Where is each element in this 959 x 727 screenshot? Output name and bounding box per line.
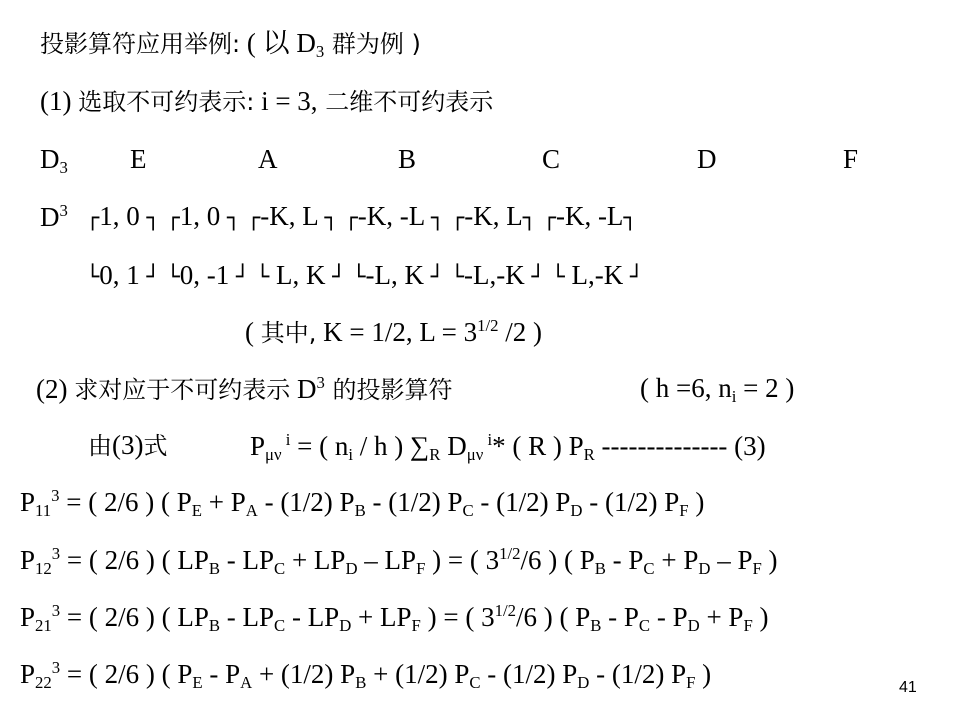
formula-p: P xyxy=(250,431,266,462)
bracket-tl: ┌ xyxy=(450,206,465,231)
formula-cjk2: 式 xyxy=(143,432,168,460)
bracket-tl: ┌ xyxy=(247,206,261,231)
note-sup: 1/2 xyxy=(477,316,499,335)
eq-lhs: P xyxy=(20,545,36,576)
projection-formula xyxy=(250,432,766,464)
eq-lhs-sup: 3 xyxy=(51,658,61,677)
bracket-br: ┘ xyxy=(332,265,346,290)
bracket-tr: ┐ xyxy=(522,206,536,231)
note-open: ( xyxy=(245,317,261,348)
group-element-f: F xyxy=(843,144,859,174)
superscript: 1/2 xyxy=(494,601,516,620)
matrix-c-top: -K, -L xyxy=(357,201,425,231)
subscript: B xyxy=(355,673,367,693)
matrix-top-row xyxy=(86,203,637,230)
bracket-br: ┘ xyxy=(430,265,444,290)
matrix-a-top: 1, 0 xyxy=(179,201,221,231)
subscript: F xyxy=(752,559,762,579)
group-element-a: A xyxy=(258,144,278,174)
subscript: E xyxy=(192,673,203,693)
matrix-d-bottom: -L,-K xyxy=(463,260,525,290)
subscript: F xyxy=(411,616,421,636)
bracket-bl: └ xyxy=(551,265,565,290)
formula-dashes: -------------- (3) xyxy=(594,431,766,462)
step1-line xyxy=(40,88,493,115)
bracket-tl: ┌ xyxy=(344,206,358,231)
note-text: K = 1/2, L = 3 xyxy=(316,317,478,348)
group-element-c: C xyxy=(542,144,561,174)
group-element-d: D xyxy=(697,144,717,174)
eq-lhs-sup: 3 xyxy=(51,486,60,505)
formula-sub-mn2: μν xyxy=(466,445,484,465)
step1-eq: i = 3, xyxy=(254,86,318,116)
step1-cjk: 选取不可约表示: xyxy=(78,88,255,116)
bracket-bl: └ xyxy=(450,265,464,290)
bracket-tr: ┐ xyxy=(324,206,338,231)
subscript: F xyxy=(416,559,426,579)
group-label-d: D xyxy=(40,144,60,174)
bracket-tl: ┌ xyxy=(86,206,100,231)
formula-ref xyxy=(88,432,167,459)
subscript: B xyxy=(208,559,221,579)
matrix-a-bottom: 0, -1 xyxy=(179,260,230,290)
eq-rhs: = ( 2/6 ) ( $P_E + P_A - (1/2)$ $P_B - (1/2)$ $P_C - (1/2)$ $P_D - (1/2)$ $P_F$ ) xyxy=(59,487,705,521)
matrix-f-top: -K, -L xyxy=(555,201,624,231)
eq-rhs: = ( 2/6 ) ( $P_E - P_A + (1/2) P_B + (1/2)$ $P_C - (1/2)$ $P_D - (1/2)$ $P_F$ ) xyxy=(60,659,712,693)
subscript: C xyxy=(469,673,481,693)
group-label-sub: 3 xyxy=(59,158,68,178)
bracket-tr: ┐ xyxy=(146,206,160,231)
matrix-e-top: 1, 0 xyxy=(99,201,140,231)
params-sub: i xyxy=(731,387,737,407)
slide-title xyxy=(40,30,421,61)
superscript: 1/2 xyxy=(499,544,521,563)
matrix-label xyxy=(40,203,68,231)
bracket-tr: ┐ xyxy=(227,206,241,231)
equation-p21 xyxy=(20,603,769,635)
subscript: D xyxy=(345,559,358,579)
bracket-tr: ┐ xyxy=(623,206,637,231)
bracket-br: ┘ xyxy=(531,265,545,290)
subscript: C xyxy=(638,616,651,636)
step2-sup: 3 xyxy=(316,373,325,392)
bracket-br: ┘ xyxy=(236,265,250,290)
subscript: C xyxy=(643,559,655,579)
matrix-c-bottom: -L, K xyxy=(365,260,424,290)
subscript: C xyxy=(462,501,474,521)
group-label xyxy=(40,146,68,177)
step2-cjk2: 的投影算符 xyxy=(324,376,453,405)
subscript: D xyxy=(687,616,700,636)
kl-note xyxy=(245,318,542,346)
step2-params xyxy=(640,375,794,406)
title-cjk: 投影算符应用举例: xyxy=(40,30,241,58)
step2-d: D xyxy=(290,374,317,405)
eq-lhs-sub: 22 xyxy=(35,673,52,693)
subscript: F xyxy=(743,616,753,636)
eq-rhs: = ( 2/6 ) ( $LP_B - LP_C - LP_D + LP_F$ ) = ( $3^{1/2}/6$ ) ( $P_B - P_C - P_D + P_F$ ) xyxy=(60,601,769,636)
subscript: E xyxy=(191,501,202,521)
note-cjk: 其中, xyxy=(260,319,317,348)
title-sub: 3 xyxy=(315,42,325,62)
subscript: A xyxy=(245,501,258,521)
step1-cjk2: 二维不可约表示 xyxy=(317,88,494,116)
matrix-d-top: -K, L xyxy=(464,201,523,231)
subscript: D xyxy=(339,616,352,636)
matrix-b-top: -K, L xyxy=(260,201,318,231)
note-close: /2 ) xyxy=(498,317,542,348)
title-paren: ( 以 D xyxy=(246,28,316,58)
bracket-bl: └ xyxy=(352,265,366,290)
subscript: F xyxy=(686,673,696,693)
eq-lhs-sup: 3 xyxy=(51,601,61,620)
eq-lhs: P xyxy=(20,602,36,633)
subscript: B xyxy=(594,559,606,579)
matrix-label-d: D xyxy=(40,202,60,233)
subscript: B xyxy=(590,616,602,636)
step2-num: (2) xyxy=(36,374,68,405)
formula-d: D xyxy=(440,431,467,462)
subscript: D xyxy=(577,673,590,693)
formula-sub-i: i xyxy=(348,445,354,465)
eq-lhs-sub: 21 xyxy=(35,616,52,636)
formula-sup-i2: i xyxy=(483,430,493,449)
formula-mid: / h ) ∑ xyxy=(353,431,430,462)
subscript: B xyxy=(208,616,221,636)
page-number: 41 xyxy=(899,679,917,696)
matrix-label-sup: 3 xyxy=(59,201,68,220)
formula-sup-i: i xyxy=(281,430,291,449)
subscript: F xyxy=(679,501,689,521)
bracket-br: ┘ xyxy=(146,265,160,290)
bracket-tl: ┌ xyxy=(542,206,556,231)
formula-sub-r: R xyxy=(429,445,441,465)
subscript: D xyxy=(570,501,583,521)
group-element-b: B xyxy=(398,144,417,174)
eq-lhs: P xyxy=(20,659,36,690)
params-close: = 2 ) xyxy=(736,373,795,403)
eq-lhs-sub: 11 xyxy=(35,501,52,521)
formula-cjk: 由 xyxy=(88,432,112,460)
equation-p11 xyxy=(20,488,704,520)
subscript: A xyxy=(240,673,253,693)
params-open: ( h =6, n xyxy=(640,373,732,403)
bracket-bl: └ xyxy=(166,265,180,290)
matrix-f-bottom: L,-K xyxy=(571,260,624,290)
matrix-e-bottom: 0, 1 xyxy=(99,260,140,290)
matrix-b-bottom: L, K xyxy=(276,260,326,290)
subscript: B xyxy=(354,501,366,521)
bracket-bl: └ xyxy=(86,265,100,290)
formula-sub-r2: R xyxy=(583,445,595,465)
eq-rhs: = ( 2/6 ) ( $LP_B - LP_C + LP_D - LP_F$ ) = ( $3^{1/2}/6$ ) ( $P_B - P_C + P_D - P_F$ ) xyxy=(60,544,778,579)
eq-lhs: P xyxy=(20,487,36,518)
step1-num: (1) xyxy=(40,86,72,116)
eq-lhs-sub: 12 xyxy=(35,559,52,579)
bracket-tl: ┌ xyxy=(166,206,180,231)
formula-ref-num: (3) xyxy=(112,430,144,460)
bracket-tr: ┐ xyxy=(430,206,445,231)
bracket-bl: └ xyxy=(256,265,270,290)
subscript: D xyxy=(698,559,711,579)
eq-lhs-sup: 3 xyxy=(51,544,61,563)
bracket-br: ┘ xyxy=(629,265,644,290)
group-element-e: E xyxy=(130,144,147,174)
equation-p22 xyxy=(20,660,711,692)
formula-eq: = ( n xyxy=(290,431,349,462)
formula-tail: * ( R ) P xyxy=(492,431,584,462)
subscript: C xyxy=(274,616,286,636)
formula-sub-mn: μν xyxy=(265,445,282,465)
matrix-bottom-row xyxy=(86,262,643,289)
equation-p12 xyxy=(20,546,778,578)
title-close: 群为例 ) xyxy=(324,30,421,58)
step2-cjk: 求对应于不可约表示 xyxy=(74,376,291,405)
step2-line xyxy=(36,375,453,403)
subscript: C xyxy=(274,559,286,579)
